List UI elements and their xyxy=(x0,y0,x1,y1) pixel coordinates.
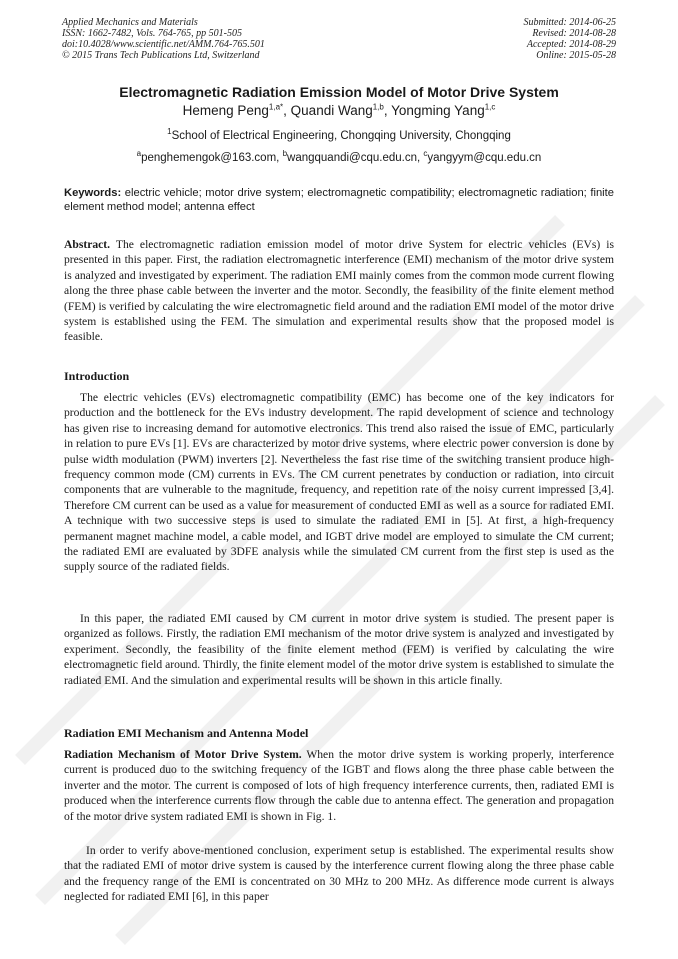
revised-date: Revised: 2014-08-28 xyxy=(532,28,616,39)
paper-title: Electromagnetic Radiation Emission Model of Motor Drive System xyxy=(119,84,559,100)
journal-name: Applied Mechanics and Materials xyxy=(62,17,198,28)
radiation-section-heading: Radiation EMI Mechanism and Antenna Model xyxy=(64,726,309,740)
introduction-paragraph-2: In this paper, the radiated EMI caused by CM current in motor drive system is studied. The present paper is organized as follows. Firstly, the radiation EMI mechanism of the motor drive system is analyzed and investigated by experiment. Secondly, the feasibility of the finite element method (FEM) is verified by calculating the wire electromagnetic field around. Thirdly, the finite element model of the motor drive system is established to simulate the radiated EMI. And the simulation and experimental results will be shown in this article finally. xyxy=(64,612,614,687)
affiliation xyxy=(0,127,678,142)
author-affiliation-mark: 1,a* xyxy=(268,102,284,112)
journal-info xyxy=(62,17,265,61)
radiation-paragraph-2: In order to verify above-mentioned conclusion, experiment setup is established. The experimental results show that the radiated EMI of motor drive system is caused by the interference current flowing along the three phase cable and the frequency range of the EMI is concentrated on 30 MHz to 200 MHz. As difference mode current is always neglected for radiated EMI [6], in this paper xyxy=(64,844,614,904)
radiation-paragraph-1 xyxy=(64,747,614,824)
introduction-paragraph-1: The electric vehicles (EVs) electromagnetic compatibility (EMC) has become one of the key indicators for production and the bottleneck for the EVs industry development. The rapid development of science and technology has given rise to increasing demand for automotive electronics. This trend also raised the issue of EMC, particularly in relation to pure EVs [1]. EVs are characterized by motor drive systems, where electric power conversion is done by pulse width modulation (PWM) inverters [2]. Nevertheless the fast rise time of the switching transient produce high-frequency common mode (CM) currents in EVs. The CM current penetrates by conduction or radiation, into circuit components that are vulnerable to the magnitude, frequency, and repetition rate of the noisy current impressed [3,4]. Therefore CM current can be used as a value for measurement of conducted EMI as well as a source for radiated EMI. A technique with two successive steps is used to simulate the radiated EMI in [5]. At first, a high-frequency permanent magnet machine model, a cable model, and IGBT drive model are employed to simulate the CM current; the radiated EMI are evaluated by 3DFE analysis while the simulated CM current from the first step is used as the supply source of the radiated fields. xyxy=(64,391,614,574)
keywords-text: electric vehicle; motor drive system; electromagnetic compatibility; electromagnetic radiation; finite element method model; antenna effect xyxy=(64,187,614,213)
email-separator: , xyxy=(276,152,283,164)
email-address[interactable]: yangyym@cqu.edu.cn xyxy=(427,152,542,164)
keywords-label: Keywords: xyxy=(64,187,122,199)
email-mark: b xyxy=(282,149,288,159)
author-name: Quandi Wang xyxy=(290,103,373,118)
radiation-subheading: Radiation Mechanism of Motor Drive System. xyxy=(64,748,302,761)
author-separator: , xyxy=(383,103,392,118)
radiation-paragraph-1-text: When the motor drive system is working properly, interference current is produced duo to the switching frequency of the IGBT and flows along the three phase cable between the inverter and the motor. The current is composed of lots of high frequency interference currents, then, radiated EMI is produced when the interference currents flow through the cable due to antenna effect. The generation and propagation of the motor drive system radiated EMI is shown in Fig. 1. xyxy=(64,748,614,823)
copyright-line: © 2015 Trans Tech Publications Ltd, Switzerland xyxy=(62,50,260,61)
email-list xyxy=(0,149,678,164)
keywords-block xyxy=(64,186,614,214)
introduction-heading: Introduction xyxy=(64,369,130,383)
doi-line[interactable]: doi:10.4028/www.scientific.net/AMM.764-765.501 xyxy=(62,39,265,50)
abstract-label: Abstract. xyxy=(64,238,111,251)
email-mark: c xyxy=(423,149,428,159)
email-address[interactable]: penghemengok@163.com xyxy=(141,152,277,164)
issn-line: ISSN: 1662-7482, Vols. 764-765, pp 501-505 xyxy=(62,28,242,39)
email-address[interactable]: wangquandi@cqu.edu.cn xyxy=(287,152,417,164)
affiliation-mark: 1 xyxy=(167,127,172,137)
author-affiliation-mark: 1,c xyxy=(484,102,496,112)
author-separator: , xyxy=(283,103,291,118)
online-date: Online: 2015-05-28 xyxy=(536,50,616,61)
author-name: Hemeng Peng xyxy=(182,103,269,118)
accepted-date: Accepted: 2014-08-29 xyxy=(526,39,616,50)
email-mark: a xyxy=(136,149,142,159)
abstract-block xyxy=(64,237,614,345)
email-separator: , xyxy=(416,152,424,164)
abstract-text: The electromagnetic radiation emission model of motor drive System for electric vehicles (EVs) is presented in this paper. First, the radiation electromagnetic interference (EMI) mechanism of the motor drive system is analyzed and investigated by experiment. The radiation EMI mainly comes from the common mode current flowing along the three phase cable between the inverter and the motor. Secondly, the feasibility of the finite element method (FEM) is verified by calculating the wire electromagnetic field around and the radiation EMI model of the motor drive system is established using the FEM. The simulation and experimental results show that the proposed model is feasible. xyxy=(64,238,614,344)
author-name: Yongming Yang xyxy=(391,103,485,118)
publication-dates xyxy=(524,17,617,61)
author-affiliation-mark: 1,b xyxy=(372,102,384,112)
affiliation-text: School of Electrical Engineering, Chongqing University, Chongqing xyxy=(171,130,511,142)
submitted-date: Submitted: 2014-06-25 xyxy=(523,17,616,28)
author-list xyxy=(0,103,678,118)
